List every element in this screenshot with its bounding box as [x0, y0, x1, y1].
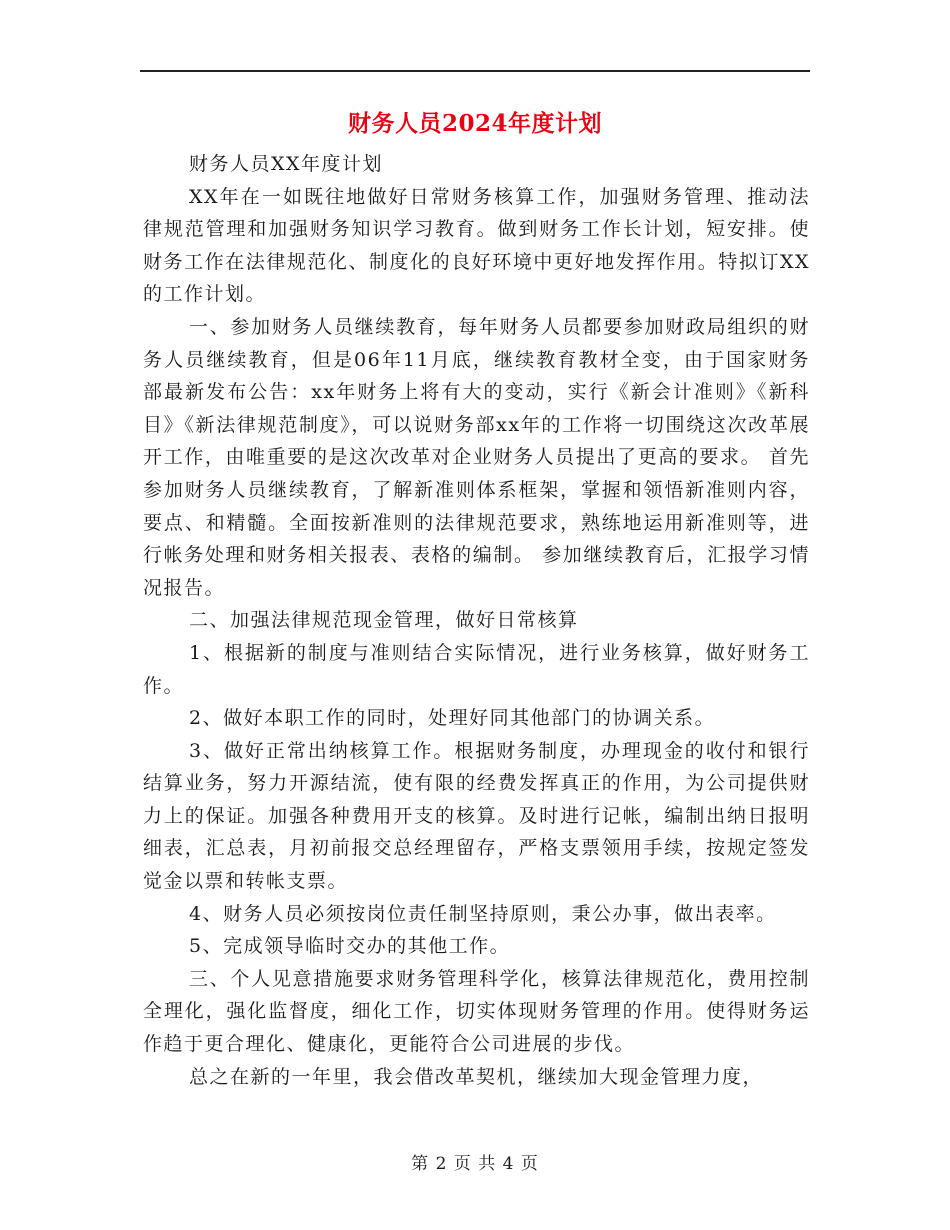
paragraph-item-2: 2、做好本职工作的同时，处理好同其他部门的协调关系。 [189, 707, 716, 730]
paragraph-section-2-heading: 二、加强法律规范现金管理，做好日常核算 [189, 609, 579, 632]
paragraph-item-3: 3、做好正常出纳核算工作。根据财务制度，办理现金的收付和银行结算业务，努力开源结流，使有限的经费发挥真正的作用，为公司提供财力上的保证。加强各种费用开支的核算。及时进行记帐，编制出纳日报明细表，汇总表，月初前报交总经理留存，严格支票领用手续，按规定签发觉金以票和转帐支票。 [143, 739, 810, 893]
paragraph-section-1: 一、参加财务人员继续教育，每年财务人员都要参加财政局组织的财务人员继续教育，但是06年11月底，继续教育教材全变，由于国家财务部最新发布公告：xx年财务上将有大的变动，实行《新会计准则》《新科目》《新法律规范制度》，可以说财务部xx年的工作将一切围绕这次改革展开工作，由唯重要的是这次改革对企业财务人员提出了更高的要求。 首先参加财务人员继续教育，了解新准则体系框架，掌握和领悟新准则内容，要点、和精髓。全面按新准则的法律规范要求，熟练地运用新准则等，进行帐务处理和财务相关报表、表格的编制。 参加继续教育后，汇报学习情况报告。 [143, 315, 810, 599]
paragraph-subtitle: 财务人员XX年度计划 [189, 153, 384, 175]
paragraph-item-4: 4、财务人员必须按岗位责任制坚持原则，秉公办事，做出表率。 [189, 902, 777, 925]
paragraph-item-1: 1、根据新的制度与准则结合实际情况，进行业务核算，做好财务工作。 [143, 641, 810, 697]
paragraph-conclusion: 总之在新的一年里，我会借改革契机，继续加大现金管理力度， [189, 1065, 764, 1088]
header-rule [140, 70, 810, 72]
document-title: 财务人员2024年度计划 [347, 110, 602, 137]
page-number: 第 2 页 共 4 页 [411, 1154, 539, 1174]
paragraph-item-5: 5、完成领导临时交办的其他工作。 [189, 935, 511, 958]
document-body [143, 148, 810, 1093]
paragraph-intro: XX年在一如既往地做好日常财务核算工作，加强财务管理、推动法律规范管理和加强财务知识学习教育。做到财务工作长计划，短安排。使财务工作在法律规范化、制度化的良好环境中更好地发挥作用。特拟订XX的工作计划。 [143, 185, 810, 306]
paragraph-section-3: 三、个人见意措施要求财务管理科学化，核算法律规范化，费用控制全理化，强化监督度，细化工作，切实体现财务管理的作用。使得财务运作趋于更合理化、健康化，更能符合公司进展的步伐。 [143, 967, 810, 1056]
